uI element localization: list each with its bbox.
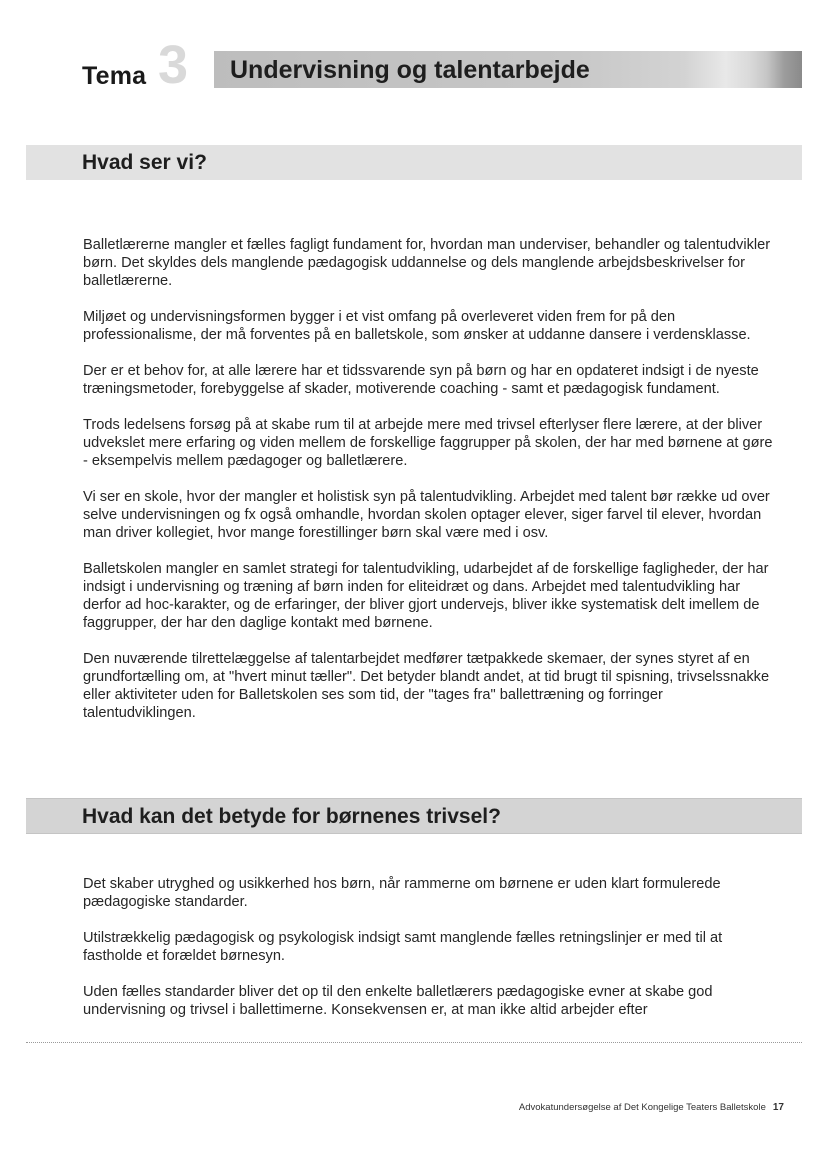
paragraph: Uden fælles standarder bliver det op til den enkelte balletlærers pædagogiske evner at skabe god undervisning og trivsel i ballettimerne. Konsekvensen er, at man ikke altid arbejder efter bbox=[83, 984, 713, 1018]
paragraph: Vi ser en skole, hvor der mangler et holistisk syn på talentudvikling. Arbejdet med talent bør række ud over selve undervisningen og fx også omhandle, hvordan skolen optager elever, siger farvel til elever, hvordan man driver kollegiet, hvor mange forestillinger børn skal være med i osv. bbox=[83, 489, 770, 541]
paragraph: Den nuværende tilrettelæggelse af talentarbejdet medfører tætpakkede skemaer, der synes styret af en grundfortælling om, at "hvert minut tæller". Det betyder blandt andet, at tid brugt til spisning, trivselssnakke eller aktiviteter uden for Balletskolen ses som tid, der "tages fra" ballettræning og forringer talentudviklingen. bbox=[83, 651, 770, 721]
title-bar bbox=[214, 51, 802, 88]
tema-number: 3 bbox=[158, 35, 189, 95]
tema-label: Tema bbox=[82, 62, 147, 90]
section-body bbox=[83, 875, 773, 1037]
paragraph: Utilstrækkelig pædagogisk og psykologisk indsigt samt manglende fælles retningslinjer er med til at fastholde et forældet børnesyn. bbox=[83, 930, 723, 964]
paragraph: Det skaber utryghed og usikkerhed hos børn, når rammerne om børnene er uden klart formulerede pædagogiske standarder. bbox=[83, 876, 721, 910]
page-header bbox=[0, 35, 828, 100]
paragraph: Balletlærerne mangler et fælles fagligt fundament for, hvordan man underviser, behandler og talentudvikler børn. Det skyldes dels manglende pædagogisk uddannelse og dels manglende arbejdsbeskrivelser for balletlærerne. bbox=[83, 237, 771, 289]
paragraph: Trods ledelsens forsøg på at skabe rum til at arbejde mere med trivsel efterlyser flere lærere, at der bliver udvekslet mere erfaring og viden mellem de forskellige faggrupper på skolen, der har med børnene at gøre - eksempelvis mellem pædagoger og balletlærere. bbox=[83, 417, 773, 469]
section-heading-band bbox=[26, 145, 802, 180]
section-heading: Hvad kan det betyde for børnenes trivsel? bbox=[82, 805, 501, 828]
page-number: 17 bbox=[772, 1102, 784, 1113]
paragraph: Balletskolen mangler en samlet strategi for talentudvikling, udarbejdet af de forskellige fagligheder, der har indsigt i undervisning og træning af børn inden for eliteidræt og dans. Arbejdet med talentudvikling har derfor ad hoc-karakter, og de erfaringer, der bliver gjort undervejs, bliver ikke systematisk delt imellem de faggrupper, der har den daglige kontakt med børnene. bbox=[83, 561, 769, 631]
page-title: Undervisning og talentarbejde bbox=[230, 56, 590, 84]
section-heading: Hvad ser vi? bbox=[82, 151, 207, 174]
paragraph: Miljøet og undervisningsformen bygger i et vist omfang på overleveret viden frem for på den professionalisme, der må forventes på en balletskole, som ønsker at uddanne dansere i verdensklasse. bbox=[83, 309, 751, 343]
page-divider bbox=[26, 1042, 802, 1043]
section-body bbox=[83, 236, 773, 740]
section-heading-band bbox=[26, 798, 802, 834]
footer-text: Advokatundersøgelse af Det Kongelige Teaters Balletskole bbox=[518, 1102, 766, 1113]
page-footer bbox=[519, 1102, 784, 1113]
paragraph: Der er et behov for, at alle lærere har et tidssvarende syn på børn og har en opdateret indsigt i de nyeste træningsmetoder, forebyggelse af skader, motiverende coaching - samt et pædagogisk fundament. bbox=[83, 363, 759, 397]
